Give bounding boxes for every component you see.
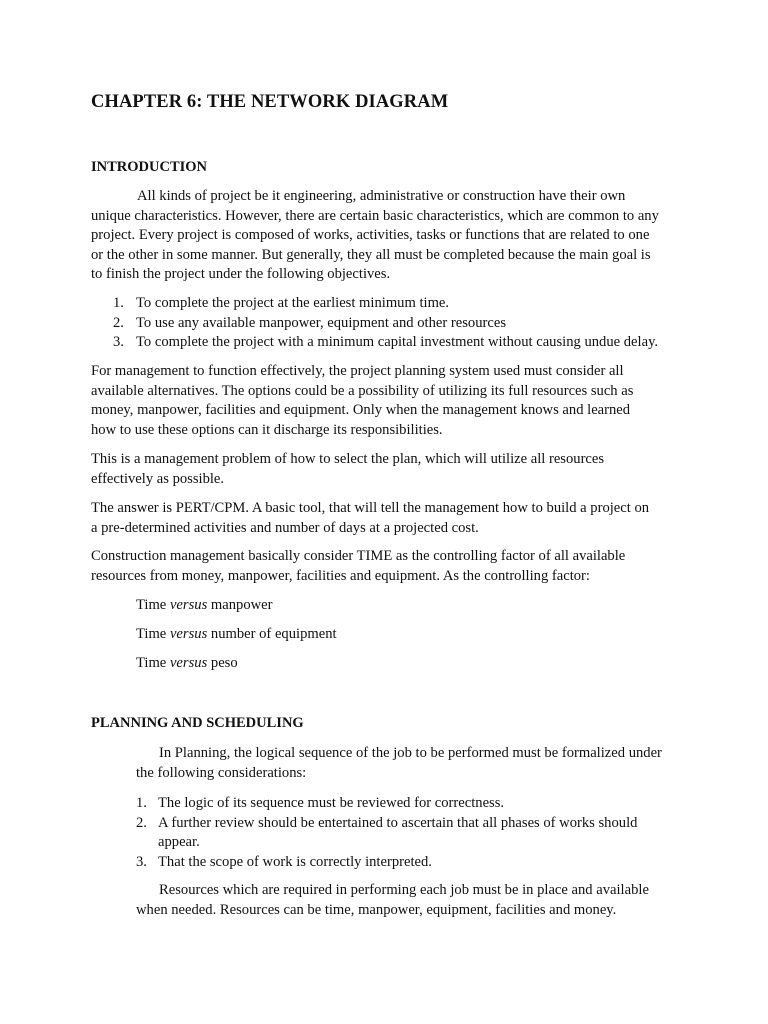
list-item — [136, 814, 696, 853]
versus-right: number of equipment — [210, 626, 337, 642]
list-item — [136, 853, 696, 873]
list-text: That the scope of work is correctly interpreted. — [158, 853, 432, 870]
chapter-title: CHAPTER 6: THE NETWORK DIAGRAM — [91, 92, 449, 112]
list-text-continued: appear. — [158, 834, 200, 850]
paragraph-line: All kinds of project be it engineering, administrative or construction have their own — [137, 188, 626, 204]
answer-paragraph — [91, 499, 681, 538]
introduction-heading: INTRODUCTION — [91, 159, 208, 175]
list-number: 3. — [113, 334, 124, 350]
versus-left: Time — [136, 626, 167, 642]
paragraph-line: For management to function effectively, the project planning system used must consider all — [91, 363, 624, 379]
resources-paragraph — [136, 881, 696, 920]
paragraph-line: The answer is PERT/CPM. A basic tool, that will tell the management how to build a project on — [91, 500, 650, 516]
versus-right: peso — [210, 655, 238, 671]
paragraph-line: to finish the project under the following objectives. — [91, 266, 391, 282]
construction-paragraph — [91, 547, 681, 586]
list-text: To complete the project with a minimum capital investment without causing undue delay. — [136, 334, 659, 350]
versus-word: versus — [169, 655, 208, 671]
paragraph-line: project. Every project is composed of works, activities, tasks or functions that are related to one — [91, 227, 650, 243]
paragraph-line: how to use these options can it discharge its responsibilities. — [91, 421, 443, 438]
objectives-list — [113, 294, 713, 353]
list-text: To complete the project at the earliest minimum time. — [136, 295, 450, 311]
versus-left: Time — [136, 655, 167, 671]
list-item — [136, 794, 696, 814]
versus-right: manpower — [210, 597, 273, 613]
versus-item — [136, 626, 337, 643]
paragraph-line: Resources which are required in performing each job must be in place and available — [159, 882, 649, 898]
paragraph-line: resources from money, manpower, facilities and equipment. As the controlling factor: — [91, 567, 590, 584]
paragraph-line: effectively as possible. — [91, 470, 225, 487]
list-number: 1. — [113, 295, 124, 311]
versus-item — [136, 597, 273, 614]
management-paragraph — [91, 362, 681, 440]
list-text: A further review should be entertained to ascertain that all phases of works should — [158, 814, 638, 831]
paragraph-line: Construction management basically consider TIME as the controlling factor of all available — [91, 548, 626, 564]
paragraph-line: unique characteristics. However, there are certain basic characteristics, which are common to any — [91, 207, 659, 224]
planning-intro-paragraph — [136, 744, 696, 783]
list-item — [113, 314, 713, 334]
introduction-paragraph — [91, 187, 681, 285]
list-number: 2. — [136, 814, 147, 831]
versus-item — [136, 655, 238, 672]
problem-paragraph — [91, 450, 681, 489]
paragraph-line: the following considerations: — [136, 764, 307, 781]
versus-word: versus — [169, 597, 208, 613]
list-number: 2. — [113, 314, 124, 331]
paragraph-line: or the other in some manner. But generally, they all must be completed because the main goal is — [91, 246, 651, 263]
list-text: The logic of its sequence must be reviewed for correctness. — [158, 795, 505, 811]
list-number: 1. — [136, 795, 147, 811]
versus-word: versus — [169, 626, 208, 642]
list-item — [113, 294, 713, 314]
considerations-list — [136, 794, 696, 872]
list-number: 3. — [136, 853, 147, 870]
planning-heading: PLANNING AND SCHEDULING — [91, 715, 304, 731]
list-item — [113, 333, 713, 353]
paragraph-line: a pre-determined activities and number of days at a projected cost. — [91, 519, 479, 536]
paragraph-line: In Planning, the logical sequence of the job to be performed must be formalized under — [159, 745, 662, 761]
paragraph-line: money, manpower, facilities and equipment. Only when the management knows and learned — [91, 402, 631, 418]
paragraph-line: This is a management problem of how to select the plan, which will utilize all resources — [91, 451, 605, 467]
versus-left: Time — [136, 597, 167, 613]
paragraph-line: when needed. Resources can be time, manpower, equipment, facilities and money. — [136, 901, 617, 918]
list-text: To use any available manpower, equipment and other resources — [136, 314, 506, 331]
paragraph-line: available alternatives. The options could be a possibility of utilizing its full resources such as — [91, 382, 634, 399]
